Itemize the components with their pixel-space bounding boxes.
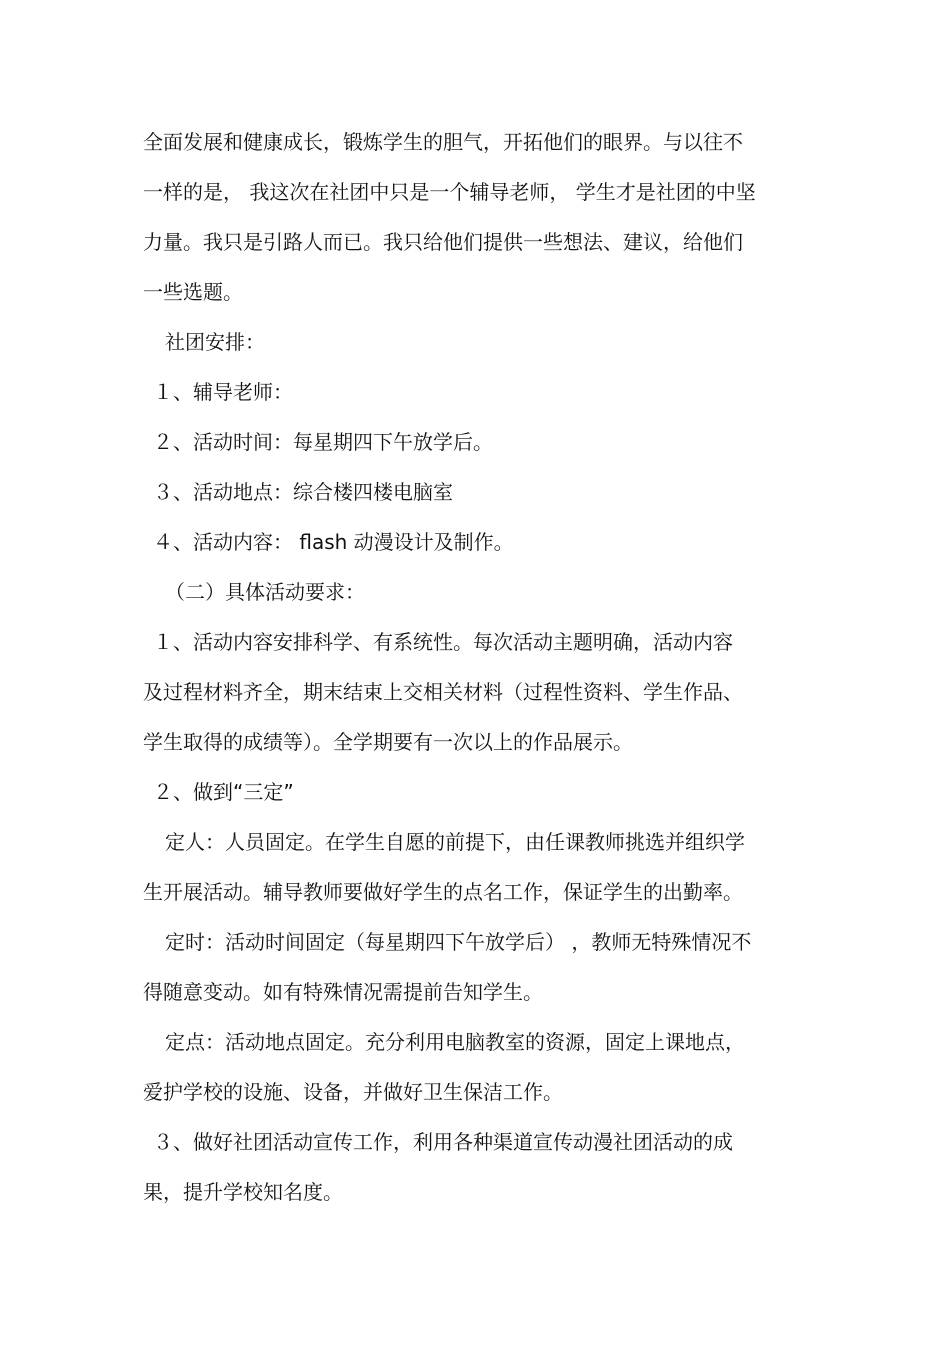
paragraph-line: 力量。我只是引路人而已。我只给他们提供一些想法、建议，给他们 (143, 230, 743, 254)
paragraph-line: 果，提升学校知名度。 (143, 1180, 343, 1204)
list-item: ２、做到“三定” (153, 780, 294, 804)
paragraph-line: 一些选题。 (143, 280, 243, 304)
paragraph-line: 得随意变动。如有特殊情况需提前告知学生。 (143, 980, 543, 1004)
paragraph-line: 全面发展和健康成长，锻炼学生的胆气，开拓他们的眼界。与以往不 (143, 130, 743, 154)
list-item: ３、活动地点：综合楼四楼电脑室 (153, 480, 453, 504)
paragraph-line: 爱护学校的设施、设备，并做好卫生保洁工作。 (143, 1080, 563, 1104)
section-heading: （二）具体活动要求： (165, 580, 365, 604)
paragraph-line: 学生取得的成绩等）。全学期要有一次以上的作品展示。 (143, 730, 633, 754)
list-item: ３、做好社团活动宣传工作，利用各种渠道宣传动漫社团活动的成 (153, 1130, 733, 1154)
paragraph-line: 及过程材料齐全，期末结束上交相关材料（过程性资料、学生作品、 (143, 680, 743, 704)
list-item: １、活动内容安排科学、有系统性。每次活动主题明确，活动内容 (153, 630, 733, 654)
section-heading: 社团安排： (165, 330, 265, 354)
list-item: ２、活动时间：每星期四下午放学后。 (153, 430, 493, 454)
paragraph-line: 一样的是， 我这次在社团中只是一个辅导老师， 学生才是社团的中坚 (143, 180, 756, 204)
paragraph-line: 定点：活动地点固定。充分利用电脑教室的资源，固定上课地点， (165, 1030, 745, 1054)
list-item: １、辅导老师： (153, 380, 293, 404)
paragraph-line: 定人：人员固定。在学生自愿的前提下，由任课教师挑选并组织学 (165, 830, 745, 854)
list-item: ４、活动内容： flash 动漫设计及制作。 (153, 530, 514, 554)
paragraph-line: 定时：活动时间固定（每星期四下午放学后） ，教师无特殊情况不 (165, 930, 752, 954)
paragraph-line: 生开展活动。辅导教师要做好学生的点名工作，保证学生的出勤率。 (143, 880, 743, 904)
